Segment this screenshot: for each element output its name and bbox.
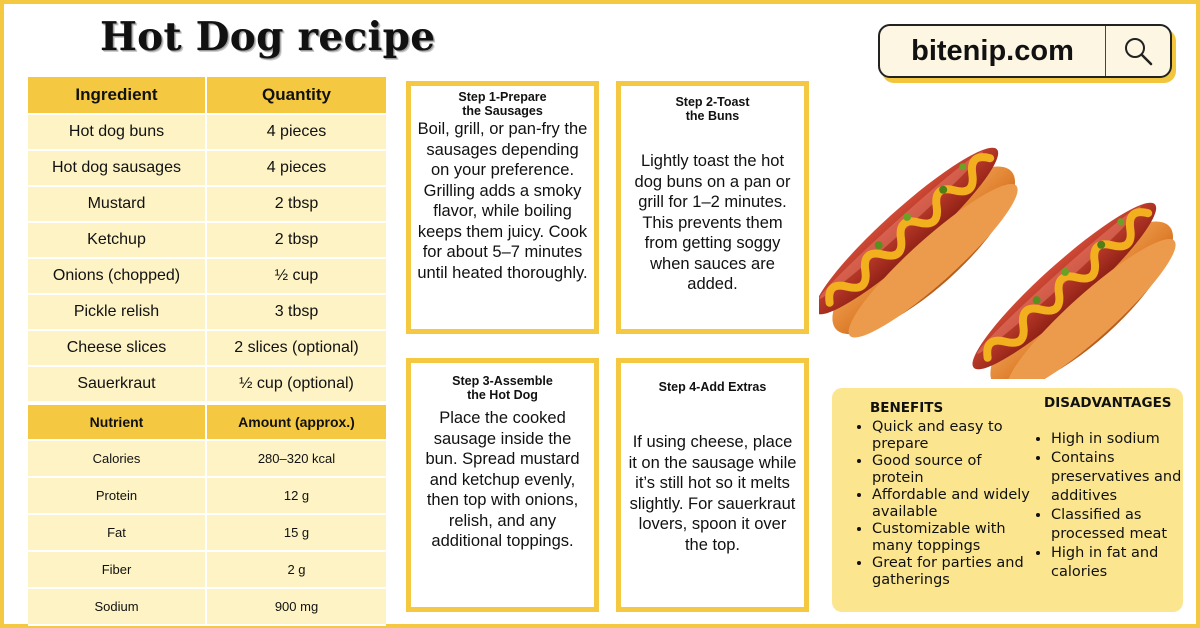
ingredient-quantity: 2 tbsp [206, 186, 386, 222]
ingredient-quantity: 2 tbsp [206, 222, 386, 258]
nutrient-amount: 12 g [206, 477, 386, 514]
table-row [28, 588, 386, 625]
benefits-heading: BENEFITS [870, 400, 944, 416]
list-item: • High in sodium [1051, 430, 1191, 449]
ingredient-name: Onions (chopped) [28, 258, 206, 294]
table-row [28, 186, 386, 222]
step-card-2 [616, 81, 809, 334]
ingredient-quantity: 2 slices (optional) [206, 330, 386, 366]
disadvantages-heading: DISADVANTAGES [1044, 395, 1172, 411]
ingredient-quantity: 4 pieces [206, 150, 386, 186]
nutrient-amount: 900 mg [206, 588, 386, 625]
nutrient-name: Calories [28, 440, 206, 477]
nutrition-header-row [28, 405, 386, 440]
step-body: Place the cooked sausage inside the bun. Spread mustard and ketchup evenly, then top with onions, relish, and any additional toppings. [425, 409, 580, 550]
ingredient-name: Cheese slices [28, 330, 206, 366]
brand-search-box[interactable] [878, 24, 1172, 78]
step-title: Step 1-Prepare the Sausages [458, 90, 547, 118]
nutrient-header: Nutrient [28, 405, 206, 440]
amount-header: Amount (approx.) [206, 405, 386, 440]
step-body: Boil, grill, or pan-fry the sausages depending on your preference. Grilling adds a smoky flavor, while boiling keeps them juicy. Cook for about 5–7 minutes until heated thoroughly. [417, 120, 588, 282]
quantity-header: Quantity [206, 77, 386, 114]
table-row [28, 366, 386, 402]
list-item: • Affordable and widely available [872, 487, 1034, 521]
nutrient-amount: 280–320 kcal [206, 440, 386, 477]
ingredient-name: Sauerkraut [28, 366, 206, 402]
step-title: Step 4-Add Extras [658, 380, 767, 394]
list-item: • Classified as processed meat [1051, 506, 1191, 544]
nutrient-name: Protein [28, 477, 206, 514]
page-title: Hot Dog recipe [100, 14, 436, 60]
list-item: • Customizable with many toppings [872, 521, 1034, 555]
step-title: Step 3-Assemble the Hot Dog [452, 374, 553, 402]
table-row [28, 477, 386, 514]
disadvantages-list [1034, 430, 1191, 582]
table-row [28, 258, 386, 294]
ingredient-header: Ingredient [28, 77, 206, 114]
nutrient-amount: 15 g [206, 514, 386, 551]
table-row [28, 150, 386, 186]
ingredient-quantity: ½ cup (optional) [206, 366, 386, 402]
ingredient-name: Mustard [28, 186, 206, 222]
table-row [28, 551, 386, 588]
table-row [28, 114, 386, 150]
step-card-3 [406, 358, 599, 612]
table-row [28, 440, 386, 477]
nutrient-amount: 2 g [206, 551, 386, 588]
brand-site-name[interactable]: bitenip.com [911, 34, 1074, 67]
nutrient-name: Sodium [28, 588, 206, 625]
ingredient-quantity: 4 pieces [206, 114, 386, 150]
ingredient-quantity: 3 tbsp [206, 294, 386, 330]
ingredient-quantity: ½ cup [206, 258, 386, 294]
step-card-1 [406, 81, 599, 334]
ingredient-name: Pickle relish [28, 294, 206, 330]
step-body: If using cheese, place it on the sausage while it’s still hot so it melts slightly. For sauerkraut lovers, spoon it over the top. [628, 433, 797, 554]
nutrient-name: Fat [28, 514, 206, 551]
hot-dog-illustration [819, 99, 1199, 379]
ingredient-name: Ketchup [28, 222, 206, 258]
table-row [28, 294, 386, 330]
step-body: Lightly toast the hot dog buns on a pan or grill for 1–2 minutes. This prevents them from getting soggy when sauces are added. [634, 152, 791, 293]
ingredient-name: Hot dog sausages [28, 150, 206, 186]
search-icon[interactable] [1105, 26, 1170, 76]
benefits-list [855, 419, 1034, 589]
benefits-disadvantages-panel [832, 388, 1183, 612]
list-item: • Quick and easy to prepare [872, 419, 1034, 453]
table-row [28, 222, 386, 258]
list-item: • Good source of protein [872, 453, 1034, 487]
table-row [28, 330, 386, 366]
ingredients-table [28, 77, 386, 403]
list-item: • Contains preservatives and additives [1051, 449, 1191, 506]
table-row [28, 514, 386, 551]
step-card-4 [616, 358, 809, 612]
ingredients-header-row [28, 77, 386, 114]
nutrition-table [28, 405, 386, 626]
ingredient-name: Hot dog buns [28, 114, 206, 150]
nutrient-name: Fiber [28, 551, 206, 588]
step-title: Step 2-Toast the Buns [675, 95, 750, 123]
list-item: • Great for parties and gatherings [872, 555, 1034, 589]
list-item: • High in fat and calories [1051, 544, 1191, 582]
